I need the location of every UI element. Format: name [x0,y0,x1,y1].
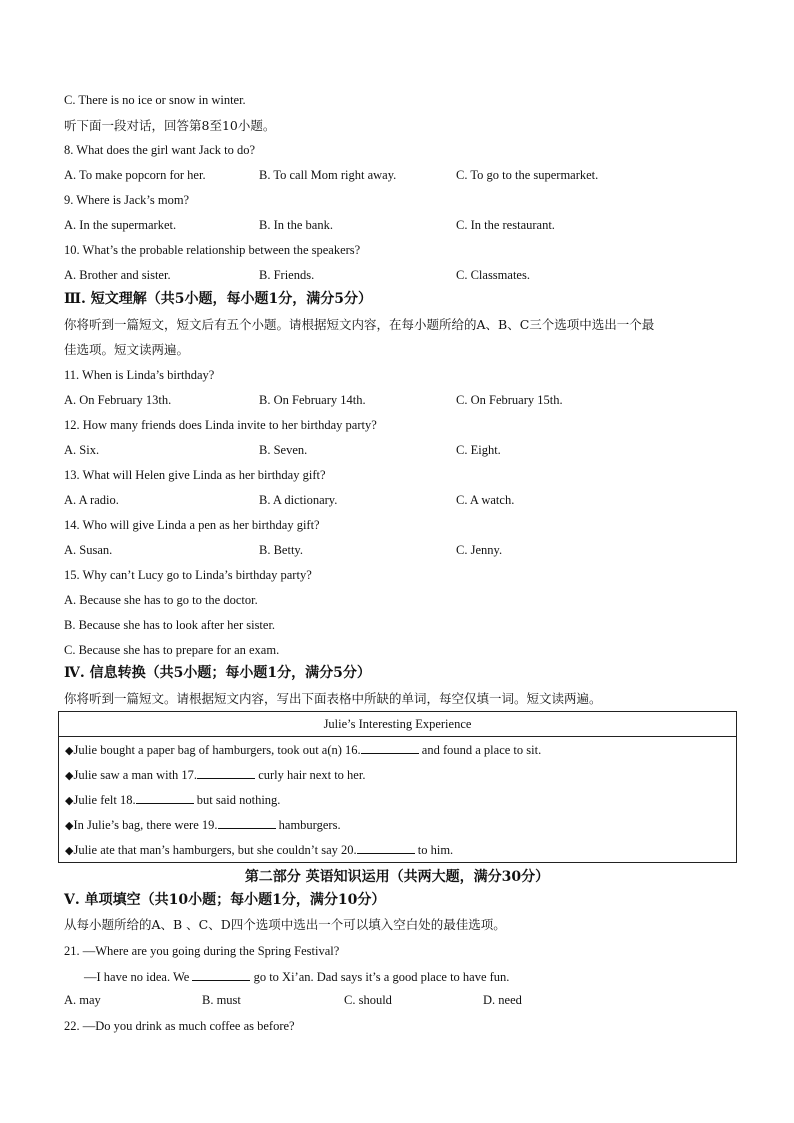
table-row [59,787,737,812]
diamond-bullet-icon: ◆ [65,769,74,782]
info-table-title: Julie’s Interesting Experience [59,712,737,737]
table-row [59,837,737,863]
q15-option-c: C. Because she has to prepare for an exam. [64,643,280,657]
table-row [59,737,737,763]
info-table [58,711,737,863]
q13-option-a: A. A radio. [64,493,119,507]
q14-option-c: C. Jenny. [456,543,503,557]
q21-option-a: A. may [64,993,101,1007]
q8-option-b: B. To call Mom right away. [259,168,397,182]
q14-option-b: B. Betty. [259,543,303,557]
q11-option-b: B. On February 14th. [259,393,366,407]
section-3-instruction-line2: 佳选项。短文读两遍。 [64,342,190,357]
diamond-bullet-icon: ◆ [65,844,74,857]
q14-option-a: A. Susan. [64,543,113,557]
section-3-instruction-line1: 你将听到一篇短文，短文后有五个小题。请根据短文内容，在每小题所给的A、B、C三个选项中选出一个最 [64,317,655,332]
q21-option-b: B. must [202,993,241,1007]
diamond-bullet-icon: ◆ [65,819,74,832]
q21-line2 [84,968,509,985]
section-3-title: Ⅲ. 短文理解（共5小题，每小题1分，满分5分） [64,291,373,307]
q13-option-b: B. A dictionary. [259,493,338,507]
section-5-instruction: 从每小题所给的A、B 、C、D四个选项中选出一个可以填入空白处的最佳选项。 [64,917,506,932]
diamond-bullet-icon: ◆ [65,794,74,807]
section-4-title: Ⅳ. 信息转换（共5小题；每小题1分，满分5分） [64,665,371,681]
q8-option-c: C. To go to the supermarket. [456,168,599,182]
q9-option-c: C. In the restaurant. [456,218,555,232]
row-17-text-before: Julie saw a man with 17. [73,768,198,782]
q9-option-b: B. In the bank. [259,218,333,232]
q15-option-b: B. Because she has to look after her sister. [64,618,276,632]
section-5-title: Ⅴ. 单项填空（共10小题；每小题1分，满分10分） [64,892,386,908]
q12-stem: 12. How many friends does Linda invite to her birthday party? [64,418,377,432]
q9-option-a: A. In the supermarket. [64,218,177,232]
row-19-text-before: In Julie’s bag, there were 19. [73,818,218,832]
blank-18[interactable] [136,791,194,804]
blank-20[interactable] [357,841,415,854]
q12-option-a: A. Six. [64,443,100,457]
q15-option-a: A. Because she has to go to the doctor. [64,593,258,607]
q9-stem: 9. Where is Jack’s mom? [64,193,190,207]
q7-option-c: C. There is no ice or snow in winter. [64,93,246,107]
q21-line2-before: —I have no idea. We [84,970,193,984]
blank-21[interactable] [192,968,250,981]
q13-option-c: C. A watch. [456,493,515,507]
q13-stem: 13. What will Helen give Linda as her birthday gift? [64,468,326,482]
blank-17[interactable] [197,766,255,779]
q22-line1: 22. —Do you drink as much coffee as before? [64,1019,295,1033]
q11-option-a: A. On February 13th. [64,393,172,407]
row-19-text-after: hamburgers. [275,818,341,832]
table-row [59,812,737,837]
q21-line1: 21. —Where are you going during the Spring Festival? [64,944,340,958]
q10-option-b: B. Friends. [259,268,315,282]
row-16-text-after: and found a place to sit. [418,743,542,757]
q8-stem: 8. What does the girl want Jack to do? [64,143,256,157]
q21-option-d: D. need [483,993,522,1007]
row-18-text-before: Julie felt 18. [73,793,136,807]
table-row [59,762,737,787]
row-20-text-after: to him. [414,843,454,857]
instruction-8-10: 听下面一段对话，回答第8至10小题。 [64,118,276,133]
q15-stem: 15. Why can’t Lucy go to Linda’s birthday party? [64,568,312,582]
q10-stem: 10. What’s the probable relationship between the speakers? [64,243,361,257]
section-4-instruction: 你将听到一篇短文。请根据短文内容，写出下面表格中所缺的单词，每空仅填一词。短文读两遍。 [64,691,602,706]
diamond-bullet-icon: ◆ [65,744,74,757]
row-20-text-before: Julie ate that man’s hamburgers, but she couldn’t say 20. [73,843,357,857]
q21-line2-after: go to Xi’an. Dad says it’s a good place to have fun. [250,970,510,984]
q12-option-b: B. Seven. [259,443,308,457]
q10-option-a: A. Brother and sister. [64,268,171,282]
q11-option-c: C. On February 15th. [456,393,563,407]
blank-19[interactable] [218,816,276,829]
q12-option-c: C. Eight. [456,443,501,457]
part-2-heading: 第二部分 英语知识运用（共两大题，满分30分） [244,869,550,885]
blank-16[interactable] [361,741,419,754]
q8-option-a: A. To make popcorn for her. [64,168,206,182]
q11-stem: 11. When is Linda’s birthday? [64,368,215,382]
q10-option-c: C. Classmates. [456,268,530,282]
row-17-text-after: curly hair next to her. [255,768,366,782]
row-16-text-before: Julie bought a paper bag of hamburgers, took out a(n) 16. [73,743,361,757]
q14-stem: 14. Who will give Linda a pen as her birthday gift? [64,518,320,532]
row-18-text-after: but said nothing. [193,793,281,807]
q21-option-c: C. should [344,993,392,1007]
